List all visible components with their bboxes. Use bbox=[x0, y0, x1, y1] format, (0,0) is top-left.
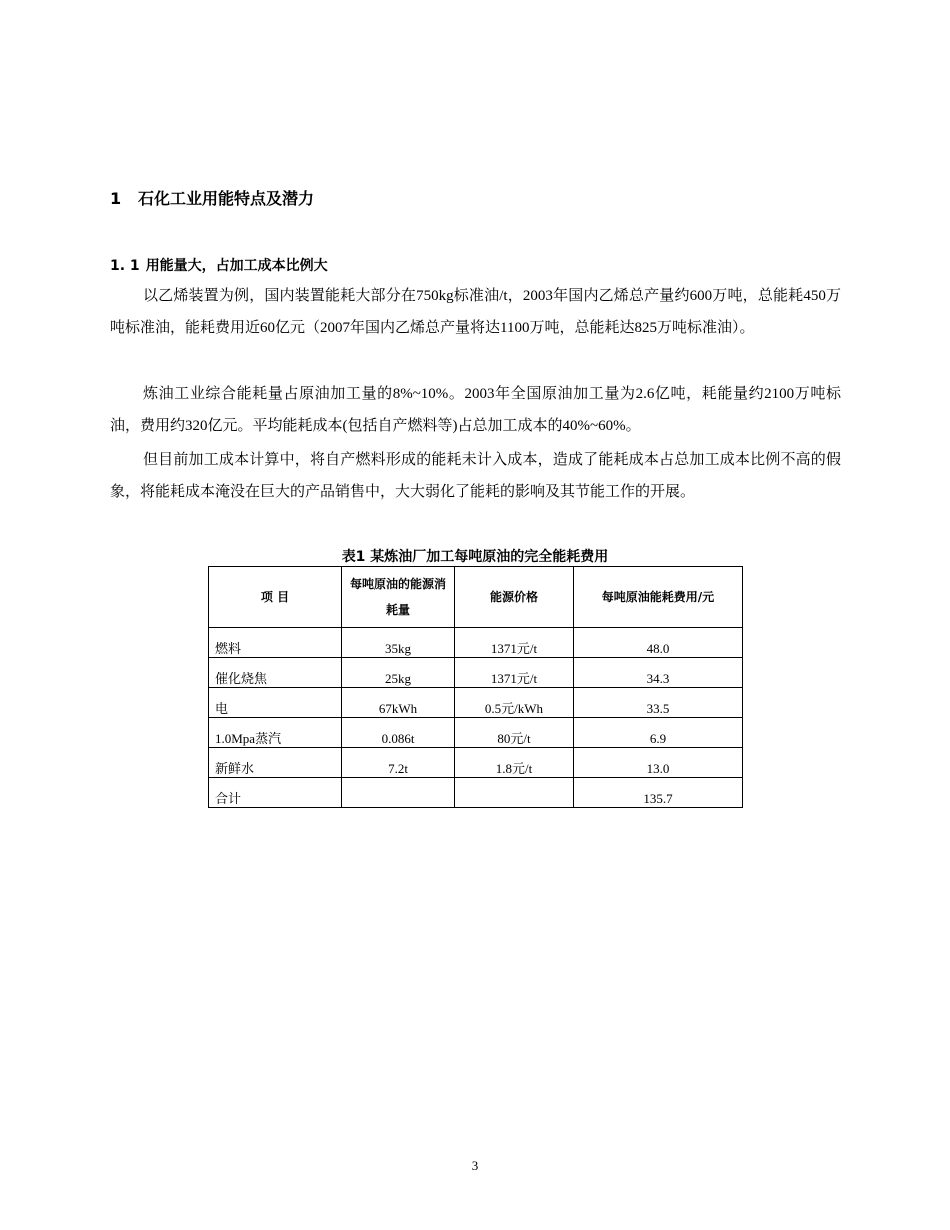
column-header: 能源价格 bbox=[455, 567, 574, 628]
table-row bbox=[209, 658, 743, 688]
paragraph: 但目前加工成本计算中，将自产燃料形成的能耗未计入成本，造成了能耗成本占总加工成本比例不高的假象，将能耗成本淹没在巨大的产品销售中，大大弱化了能耗的影响及其节能工作的开展。 bbox=[110, 452, 841, 500]
page-number: 3 bbox=[471, 1158, 479, 1173]
column-header: 项 目 bbox=[209, 567, 342, 628]
table-row bbox=[209, 718, 743, 748]
cell-consumption bbox=[342, 778, 455, 808]
cell-item: 催化烧焦 bbox=[209, 658, 342, 688]
cell-item: 1.0Mpa蒸汽 bbox=[209, 718, 342, 748]
subsection-number: 1. 1 bbox=[110, 258, 140, 274]
paragraph: 炼油工业综合能耗量占原油加工量的8%~10%。2003年全国原油加工量为2.6亿吨，耗能量约2100万吨标油，费用约320亿元。平均能耗成本(包括自产燃料等)占总加工成本的40%~60%。 bbox=[110, 386, 841, 434]
subsection-title: 用能量大，占加工成本比例大 bbox=[145, 258, 328, 274]
cell-cost: 33.5 bbox=[574, 688, 743, 718]
cell-consumption: 0.086t bbox=[342, 718, 455, 748]
cell-cost: 34.3 bbox=[574, 658, 743, 688]
table-header-row bbox=[209, 567, 743, 628]
cell-consumption: 67kWh bbox=[342, 688, 455, 718]
cell-item: 燃料 bbox=[209, 628, 342, 658]
cell-cost: 13.0 bbox=[574, 748, 743, 778]
cell-price: 1371元/t bbox=[455, 628, 574, 658]
cell-price: 0.5元/kWh bbox=[455, 688, 574, 718]
cell-consumption: 25kg bbox=[342, 658, 455, 688]
cell-item: 新鲜水 bbox=[209, 748, 342, 778]
cell-consumption: 35kg bbox=[342, 628, 455, 658]
cell-item: 电 bbox=[209, 688, 342, 718]
section-number: 1 bbox=[110, 189, 122, 208]
cell-price: 80元/t bbox=[455, 718, 574, 748]
cell-item: 合计 bbox=[209, 778, 342, 808]
table-row bbox=[209, 628, 743, 658]
subsection-heading bbox=[110, 256, 328, 276]
energy-cost-table bbox=[208, 566, 743, 808]
cell-price: 1.8元/t bbox=[455, 748, 574, 778]
cell-price: 1371元/t bbox=[455, 658, 574, 688]
cell-consumption: 7.2t bbox=[342, 748, 455, 778]
section-title: 石化工业用能特点及潜力 bbox=[138, 189, 315, 208]
column-header: 每吨原油的能源消耗量 bbox=[342, 567, 455, 628]
cell-cost: 135.7 bbox=[574, 778, 743, 808]
cell-cost: 6.9 bbox=[574, 718, 743, 748]
table-total-row bbox=[209, 778, 743, 808]
section-heading bbox=[110, 188, 314, 210]
table-row bbox=[209, 748, 743, 778]
column-header: 每吨原油能耗费用/元 bbox=[574, 567, 743, 628]
paragraph: 以乙烯装置为例，国内装置能耗大部分在750kg标准油/t，2003年国内乙烯总产量约600万吨，总能耗450万吨标准油，能耗费用近60亿元（2007年国内乙烯总产量将达1100万吨，总能耗达825万吨标准油）。 bbox=[110, 288, 841, 336]
table-caption: 表1 某炼油厂加工每吨原油的完全能耗费用 bbox=[341, 549, 609, 565]
cell-price bbox=[455, 778, 574, 808]
cell-cost: 48.0 bbox=[574, 628, 743, 658]
table-row bbox=[209, 688, 743, 718]
